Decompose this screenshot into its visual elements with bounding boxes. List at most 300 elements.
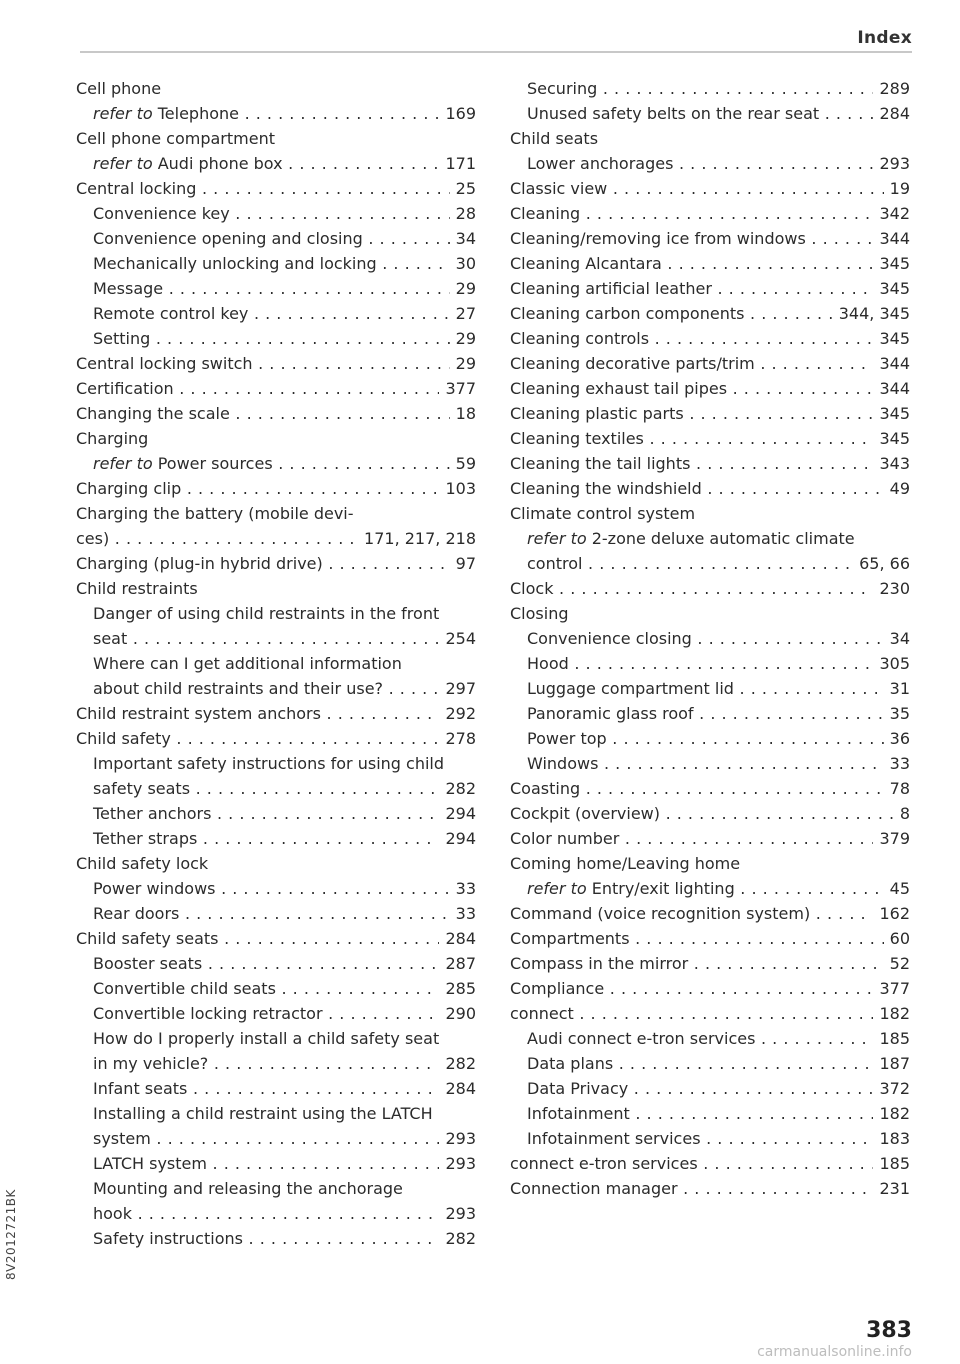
index-term (527, 1129, 910, 1148)
page-reference: 162 (873, 901, 910, 926)
index-entry (510, 426, 910, 451)
index-term (76, 579, 198, 598)
index-term-text: Color number (510, 829, 620, 848)
index-term (93, 1229, 476, 1248)
index-term (527, 879, 910, 898)
index-term-text: Child safety (76, 729, 171, 748)
refer-to-label: refer to (93, 454, 153, 473)
index-entry (76, 1001, 476, 1026)
index-entry (76, 826, 476, 851)
index-term (510, 954, 910, 973)
index-entry (510, 1051, 910, 1076)
page-reference: 33 (450, 901, 476, 926)
index-term-text: Charging (76, 429, 149, 448)
index-term (510, 129, 598, 148)
index-term-text: Compass in the mirror (510, 954, 689, 973)
page-reference: 345 (873, 276, 910, 301)
index-term (527, 754, 910, 773)
page-reference: 284 (439, 1076, 476, 1101)
index-entry (510, 601, 910, 626)
index-entry (76, 876, 476, 901)
page-reference: 293 (873, 151, 910, 176)
index-term-text: Convenience opening and closing (93, 229, 363, 248)
page-reference: 169 (439, 101, 476, 126)
index-term (76, 354, 476, 373)
index-entry (76, 1126, 476, 1151)
index-term-text: seat (93, 629, 128, 648)
index-entry (510, 301, 910, 326)
index-term-text: Cockpit (overview) (510, 804, 660, 823)
index-entry (76, 776, 476, 801)
index-entry (76, 626, 476, 651)
header-rule (80, 51, 912, 53)
index-entry (76, 601, 476, 626)
page-reference: 284 (439, 926, 476, 951)
index-term (527, 154, 910, 173)
page-reference: 345 (873, 326, 910, 351)
index-term (510, 1179, 910, 1198)
refer-to-label: refer to (527, 529, 587, 548)
page-reference: 292 (439, 701, 476, 726)
index-term-text: Cell phone compartment (76, 129, 275, 148)
index-entry (510, 576, 910, 601)
page-reference: 29 (450, 276, 476, 301)
index-term (76, 704, 476, 723)
index-entry (76, 701, 476, 726)
index-term-text: Installing a child restraint using the LATCH (93, 1104, 433, 1123)
index-term-text: Cleaning exhaust tail pipes (510, 379, 728, 398)
index-term-text: 2-zone deluxe automatic climate (591, 529, 855, 548)
page-reference: 18 (450, 401, 476, 426)
index-term-text: Charging the battery (mobile devi- (76, 504, 354, 523)
index-entry (510, 951, 910, 976)
index-term-text: How do I properly install a child safety seat (93, 1029, 440, 1048)
index-term (93, 604, 439, 623)
index-term (527, 729, 910, 748)
page-reference: 183 (873, 1126, 910, 1151)
index-entry (76, 726, 476, 751)
index-entry (510, 726, 910, 751)
index-term-text: Convenience closing (527, 629, 692, 648)
index-entry (510, 226, 910, 251)
index-entry (76, 576, 476, 601)
page-reference: 185 (873, 1026, 910, 1051)
page-reference: 282 (439, 776, 476, 801)
index-term (76, 404, 476, 423)
index-term-text: Cleaning textiles (510, 429, 644, 448)
page-reference: 171 (439, 151, 476, 176)
page-reference: 8 (894, 801, 910, 826)
index-term-text: Cleaning controls (510, 329, 650, 348)
index-term-text: Panoramic glass roof (527, 704, 694, 723)
index-term (510, 429, 910, 448)
index-term (510, 379, 910, 398)
index-entry (510, 1001, 910, 1026)
index-term-text: Closing (510, 604, 569, 623)
page-reference: 36 (884, 726, 910, 751)
page-reference: 52 (884, 951, 910, 976)
index-term-text: Cleaning decorative parts/trim (510, 354, 755, 373)
refer-to-label: refer to (527, 879, 587, 898)
index-term (510, 479, 910, 498)
index-term (76, 854, 208, 873)
index-term (76, 129, 275, 148)
index-term-text: Cleaning (510, 204, 581, 223)
index-entry (76, 326, 476, 351)
page-reference: 34 (884, 626, 910, 651)
page-reference: 344 (873, 376, 910, 401)
index-entry (76, 676, 476, 701)
index-entry (510, 1126, 910, 1151)
index-term (93, 204, 476, 223)
index-term-text: LATCH system (93, 1154, 207, 1173)
index-entry (76, 351, 476, 376)
index-term-text: safety seats (93, 779, 191, 798)
page-reference: 78 (884, 776, 910, 801)
index-term-text: Luggage compartment lid (527, 679, 734, 698)
page-reference: 31 (884, 676, 910, 701)
index-entry (76, 401, 476, 426)
index-term-text: Infant seats (93, 1079, 188, 1098)
page-reference: 293 (439, 1201, 476, 1226)
index-entry (76, 451, 476, 476)
page-reference: 182 (873, 1001, 910, 1026)
page-reference: 344 (873, 351, 910, 376)
page-reference: 294 (439, 826, 476, 851)
index-term (510, 929, 910, 948)
index-term (93, 1204, 476, 1223)
page-reference: 29 (450, 351, 476, 376)
index-entry (76, 976, 476, 1001)
index-term (527, 679, 910, 698)
index-term-text: Power windows (93, 879, 216, 898)
index-term-text: Child restraints (76, 579, 198, 598)
index-entry (510, 626, 910, 651)
index-term (93, 1104, 433, 1123)
page-reference: 29 (450, 326, 476, 351)
index-entry (76, 201, 476, 226)
index-term-text: Tether anchors (93, 804, 212, 823)
index-term-text: about child restraints and their use? (93, 679, 384, 698)
index-term-text: Clock (510, 579, 554, 598)
index-term-text: Compartments (510, 929, 630, 948)
index-entry (76, 226, 476, 251)
index-term-text: Audi connect e-tron services (527, 1029, 756, 1048)
page-reference: 230 (873, 576, 910, 601)
index-term (510, 1154, 910, 1173)
page-number: 383 (866, 1318, 912, 1343)
page-reference: 294 (439, 801, 476, 826)
index-term (93, 279, 476, 298)
index-term (76, 504, 354, 523)
index-term (76, 79, 161, 98)
index-term (93, 454, 476, 473)
index-entry (510, 401, 910, 426)
index-entry (76, 1051, 476, 1076)
index-term-text: in my vehicle? (93, 1054, 209, 1073)
index-term-text: connect e-tron services (510, 1154, 698, 1173)
index-term-text: Telephone (157, 104, 239, 123)
index-entry (510, 1151, 910, 1176)
document-code: 8V2012721BK (4, 1189, 18, 1280)
page-reference: 103 (439, 476, 476, 501)
index-entry (76, 476, 476, 501)
index-term-text: control (527, 554, 583, 573)
index-term (510, 454, 910, 473)
index-entry (510, 551, 910, 576)
index-column-left (76, 76, 476, 1251)
page-reference: 379 (873, 826, 910, 851)
index-entry (510, 326, 910, 351)
page-reference: 289 (873, 76, 910, 101)
index-term-text: Windows (527, 754, 599, 773)
index-term-text: Convenience key (93, 204, 230, 223)
index-entry (510, 101, 910, 126)
index-term (510, 204, 910, 223)
index-entry (510, 701, 910, 726)
index-entry (510, 651, 910, 676)
index-entry (76, 276, 476, 301)
index-term-text: Changing the scale (76, 404, 230, 423)
index-term-text: Securing (527, 79, 598, 98)
index-entry (510, 776, 910, 801)
page-reference: 343 (873, 451, 910, 476)
index-entry (510, 1101, 910, 1126)
page-reference: 185 (873, 1151, 910, 1176)
page-reference: 254 (439, 626, 476, 651)
index-term (510, 329, 910, 348)
index-term-text: hook (93, 1204, 132, 1223)
index-term (93, 104, 476, 123)
index-term (93, 254, 476, 273)
index-term (93, 804, 476, 823)
index-entry (76, 551, 476, 576)
index-entry (76, 126, 476, 151)
index-term-text: Remote control key (93, 304, 249, 323)
index-entry (76, 751, 476, 776)
index-term-text: Infotainment services (527, 1129, 701, 1148)
index-term (93, 679, 476, 698)
index-entry (76, 951, 476, 976)
index-term-text: Data plans (527, 1054, 614, 1073)
index-term (510, 279, 910, 298)
index-term (510, 179, 910, 198)
index-term (527, 1079, 910, 1098)
index-term-text: Entry/exit lighting (591, 879, 735, 898)
page-reference: 30 (450, 251, 476, 276)
index-entry (76, 76, 476, 101)
index-term-text: Cleaning plastic parts (510, 404, 684, 423)
index-entry (510, 451, 910, 476)
index-term (76, 429, 148, 448)
index-term (510, 354, 910, 373)
index-entry (76, 376, 476, 401)
index-term (93, 229, 476, 248)
index-column-right (510, 76, 910, 1201)
page-reference: 282 (439, 1226, 476, 1251)
index-term-text: Cleaning artificial leather (510, 279, 712, 298)
page-reference: 372 (873, 1076, 910, 1101)
index-term (527, 529, 855, 548)
index-term-text: Classic view (510, 179, 608, 198)
index-entry (510, 526, 910, 551)
page-reference: 345 (873, 426, 910, 451)
page-reference: 45 (884, 876, 910, 901)
index-term-text: Booster seats (93, 954, 203, 973)
index-entry (76, 1101, 476, 1126)
index-term-text: Cleaning the windshield (510, 479, 702, 498)
page-reference: 49 (884, 476, 910, 501)
index-entry (510, 676, 910, 701)
index-entry (510, 751, 910, 776)
index-entry (510, 151, 910, 176)
index-entry (76, 1026, 476, 1051)
page-reference: 344 (873, 226, 910, 251)
index-term (510, 829, 910, 848)
index-term-text: Cleaning Alcantara (510, 254, 662, 273)
index-term-text: Coasting (510, 779, 581, 798)
index-entry (510, 876, 910, 901)
index-term (527, 654, 910, 673)
index-term (93, 154, 476, 173)
page-reference: 290 (439, 1001, 476, 1026)
index-term-text: Child safety seats (76, 929, 219, 948)
page-reference: 97 (450, 551, 476, 576)
index-term-text: Certification (76, 379, 174, 398)
index-term-text: Hood (527, 654, 569, 673)
page-reference: 65, 66 (853, 551, 910, 576)
index-entry (76, 251, 476, 276)
index-entry (510, 76, 910, 101)
index-term (527, 1104, 910, 1123)
page-reference: 34 (450, 226, 476, 251)
index-term (510, 804, 910, 823)
index-term-text: Important safety instructions for using child (93, 754, 445, 773)
index-term-text: Central locking (76, 179, 197, 198)
index-term-text: Cell phone (76, 79, 162, 98)
index-entry (76, 901, 476, 926)
index-term (93, 1129, 476, 1148)
index-entry (510, 1026, 910, 1051)
page-reference: 35 (884, 701, 910, 726)
index-term (93, 904, 476, 923)
index-term-text: Child seats (510, 129, 599, 148)
index-term (93, 304, 476, 323)
page-reference: 345 (873, 401, 910, 426)
index-term (76, 479, 476, 498)
page-reference: 293 (439, 1126, 476, 1151)
index-term (93, 979, 476, 998)
index-entry (76, 101, 476, 126)
index-term-text: Central locking switch (76, 354, 253, 373)
index-entry (76, 526, 476, 551)
index-term-text: Climate control system (510, 504, 696, 523)
page-reference: 182 (873, 1101, 910, 1126)
page-reference: 377 (439, 376, 476, 401)
page-reference: 377 (873, 976, 910, 1001)
index-entry (76, 1201, 476, 1226)
index-term-text: Convertible child seats (93, 979, 276, 998)
index-term (93, 1029, 439, 1048)
index-term-text: Data Privacy (527, 1079, 629, 1098)
index-term-text: Danger of using child restraints in the front (93, 604, 440, 623)
page-reference: 287 (439, 951, 476, 976)
index-term (76, 379, 476, 398)
index-term (527, 104, 910, 123)
index-term-text: Setting (93, 329, 151, 348)
index-entry (510, 1076, 910, 1101)
index-term (510, 1004, 910, 1023)
index-term (527, 1054, 910, 1073)
index-term-text: Safety instructions (93, 1229, 243, 1248)
index-term-text: ces) (76, 529, 110, 548)
index-entry (76, 651, 476, 676)
index-term (510, 604, 568, 623)
index-term (76, 729, 476, 748)
index-term-text: Child safety lock (76, 854, 209, 873)
index-entry (510, 351, 910, 376)
index-term-text: Cleaning/removing ice from windows (510, 229, 806, 248)
page-reference: 171, 217, 218 (358, 526, 476, 551)
index-term-text: Rear doors (93, 904, 180, 923)
index-term (527, 704, 910, 723)
index-term (93, 1179, 403, 1198)
index-term (510, 404, 910, 423)
page-reference: 282 (439, 1051, 476, 1076)
index-entry (510, 276, 910, 301)
index-term (510, 904, 910, 923)
index-term (93, 1004, 476, 1023)
index-term-text: Compliance (510, 979, 605, 998)
index-term-text: Command (voice recognition system) (510, 904, 811, 923)
page-reference: 187 (873, 1051, 910, 1076)
index-term (510, 579, 910, 598)
index-entry (510, 826, 910, 851)
index-term (76, 554, 476, 573)
index-term-text: Audi phone box (157, 154, 283, 173)
index-term-text: Lower anchorages (527, 154, 674, 173)
index-term-text: Power top (527, 729, 607, 748)
index-term (93, 629, 476, 648)
index-term-text: Unused safety belts on the rear seat (527, 104, 820, 123)
index-term-text: Connection manager (510, 1179, 678, 1198)
index-term-text: Charging (plug-in hybrid drive) (76, 554, 323, 573)
page-reference: 284 (873, 101, 910, 126)
index-term (527, 1029, 910, 1048)
page-reference: 344, 345 (833, 301, 910, 326)
page-reference: 27 (450, 301, 476, 326)
index-term (93, 779, 476, 798)
index-entry (510, 476, 910, 501)
index-entry (510, 376, 910, 401)
page-reference: 285 (439, 976, 476, 1001)
index-entry (76, 1226, 476, 1251)
index-term-text: Cleaning carbon components (510, 304, 745, 323)
index-term (510, 854, 740, 873)
index-entry (510, 901, 910, 926)
index-term-text: connect (510, 1004, 574, 1023)
page-reference: 278 (439, 726, 476, 751)
index-term-text: Convertible locking retractor (93, 1004, 323, 1023)
index-term-text: Charging clip (76, 479, 182, 498)
index-term-text: Tether straps (93, 829, 198, 848)
section-header: Index (857, 28, 912, 48)
index-term-text: system (93, 1129, 151, 1148)
index-term (510, 229, 910, 248)
index-term (76, 929, 476, 948)
index-term (510, 979, 910, 998)
index-term-text: Infotainment (527, 1104, 630, 1123)
